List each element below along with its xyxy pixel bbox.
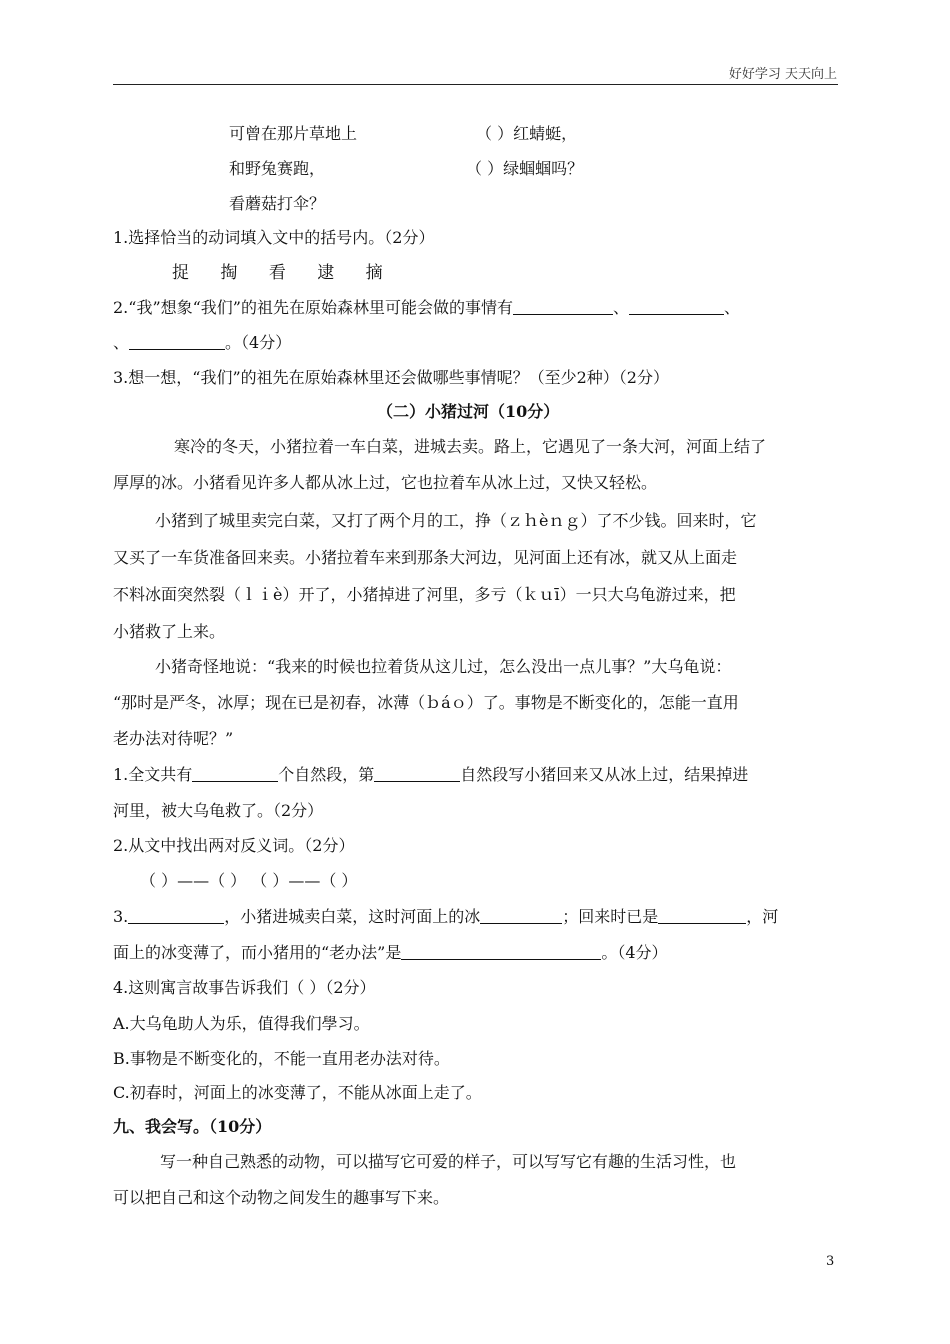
pig-question-2: 2.从文中找出两对反义词。（2分） — [113, 836, 355, 855]
pig-q3-text: ；回来时已是 — [562, 907, 659, 926]
pig-question-1-line-2: 河里，被大乌龟救了。（2分） — [113, 801, 324, 820]
pig-q3-score: 。（4分） — [601, 943, 668, 962]
question-2-text: 2.“我”想象“我们”的祖先在原始森林里可能会做的事情有 — [113, 298, 513, 317]
pig-q1-text: 1.全文共有 — [113, 765, 193, 784]
section-title-writing: 九、我会写。（10分） — [113, 1117, 272, 1136]
separator: 、 — [613, 298, 630, 317]
answer-blank[interactable] — [374, 765, 460, 782]
passage-p1-line-1: 寒冷的冬天，小猪拉着一车白菜，进城去卖。路上，它遇见了一条大河，河面上结了 — [174, 437, 767, 456]
writing-prompt-line-1: 写一种自己熟悉的动物，可以描写它可爱的样子，可以写写它有趣的生活习性，也 — [160, 1152, 737, 1171]
option-c[interactable]: C.初春时，河面上的冰变薄了，不能从冰面上走了。 — [113, 1083, 482, 1102]
pig-question-4: 4.这则寓言故事告诉我们（ ）（2分） — [113, 978, 376, 997]
writing-prompt-line-2: 可以把自己和这个动物之间发生的趣事写下来。 — [113, 1188, 450, 1207]
pig-question-1-line-1 — [113, 765, 748, 785]
poem-line-1: 可曾在那片草地上 — [229, 124, 358, 143]
question-2-line-1 — [113, 298, 740, 318]
answer-blank[interactable] — [128, 907, 224, 924]
question-1: 1.选择恰当的动词填入文中的括号内。（2分） — [113, 228, 435, 247]
option-b[interactable]: B.事物是不断变化的，不能一直用老办法对待。 — [113, 1049, 450, 1068]
pig-q3-text: 面上的冰变薄了，而小猪用的“老办法”是 — [113, 943, 402, 962]
option-a[interactable]: A.大乌龟助人为乐，值得我们學习。 — [113, 1014, 370, 1033]
question-2-score: 。（4分） — [225, 333, 292, 352]
header-motto: 好好学习 天天向上 — [728, 67, 837, 82]
separator: 、 — [113, 333, 130, 352]
pig-q3-text: 3. — [113, 907, 129, 926]
verb-option: 看 — [268, 263, 286, 283]
answer-blank[interactable] — [658, 907, 746, 924]
pig-question-3-line-2 — [113, 943, 668, 963]
answer-blank[interactable] — [401, 943, 601, 960]
pig-q3-text: ，小猪进城卖白菜，这时河面上的冰 — [224, 907, 481, 926]
passage-p2-line-1: 小猪到了城里卖完白菜，又打了两个月的工，挣（ｚｈèｎｇ）了不少钱。回来时，它 — [155, 511, 757, 530]
verb-options — [172, 263, 383, 283]
pig-q1-text: 自然段写小猪回来又从冰上过，结果掉进 — [460, 765, 749, 784]
page-number: 3 — [826, 1254, 835, 1269]
answer-blank[interactable] — [192, 765, 278, 782]
section-title-pig: （二）小猪过河（10分） — [377, 402, 560, 421]
answer-blank[interactable] — [480, 907, 562, 924]
answer-blank[interactable] — [513, 298, 613, 315]
answer-blank[interactable] — [129, 333, 225, 350]
answer-blank[interactable] — [629, 298, 724, 315]
poem-line-2: 和野兔赛跑， — [229, 159, 326, 178]
passage-p2-line-4: 小猪救了上来。 — [113, 622, 226, 641]
question-2-line-2 — [113, 333, 291, 353]
passage-p2-line-3: 不料冰面突然裂（ｌｉè）开了，小猪掉进了河里，多亏（ｋｕī）一只大乌龟游过来，把 — [113, 585, 736, 604]
question-3: 3.想一想，“我们”的祖先在原始森林里还会做哪些事情呢？（至少2种）（2分） — [113, 368, 669, 387]
pig-q3-text: ，河 — [746, 907, 779, 926]
passage-p2-line-2: 又买了一车货准备回来卖。小猪拉着车来到那条大河边，见河面上还有冰，就又从上面走 — [113, 548, 738, 567]
separator: 、 — [724, 298, 741, 317]
verb-option: 捉 — [172, 263, 189, 283]
passage-p3-line-1: 小猪奇怪地说：“我来的时候也拉着货从这儿过，怎么没出一点儿事？”大乌龟说： — [155, 657, 732, 676]
passage-p3-line-3: 老办法对待呢？” — [113, 729, 234, 748]
verb-option: 逮 — [317, 263, 335, 283]
verb-option: 掏 — [220, 263, 238, 283]
poem-line-2-bracket: （ ）绿蝈蝈吗？ — [466, 159, 584, 178]
passage-p3-line-2: “那时是严冬，冰厚；现在已是初春，冰薄（ｂáｏ）了。事物是不断变化的，怎能一直用 — [113, 693, 739, 712]
verb-option: 摘 — [365, 263, 383, 283]
poem-line-3: 看蘑菇打伞？ — [229, 194, 326, 213]
passage-p1-line-2: 厚厚的冰。小猪看见许多人都从冰上过，它也拉着车从冰上过，又快又轻松。 — [113, 473, 658, 492]
pig-q1-text: 个自然段，第 — [278, 765, 375, 784]
antonym-pairs: （ ）——（ ） （ ）——（ ） — [140, 871, 358, 890]
poem-line-1-bracket: （ ）红蜻蜓， — [476, 124, 578, 143]
header-rule — [113, 84, 838, 85]
pig-question-3-line-1 — [113, 907, 778, 927]
